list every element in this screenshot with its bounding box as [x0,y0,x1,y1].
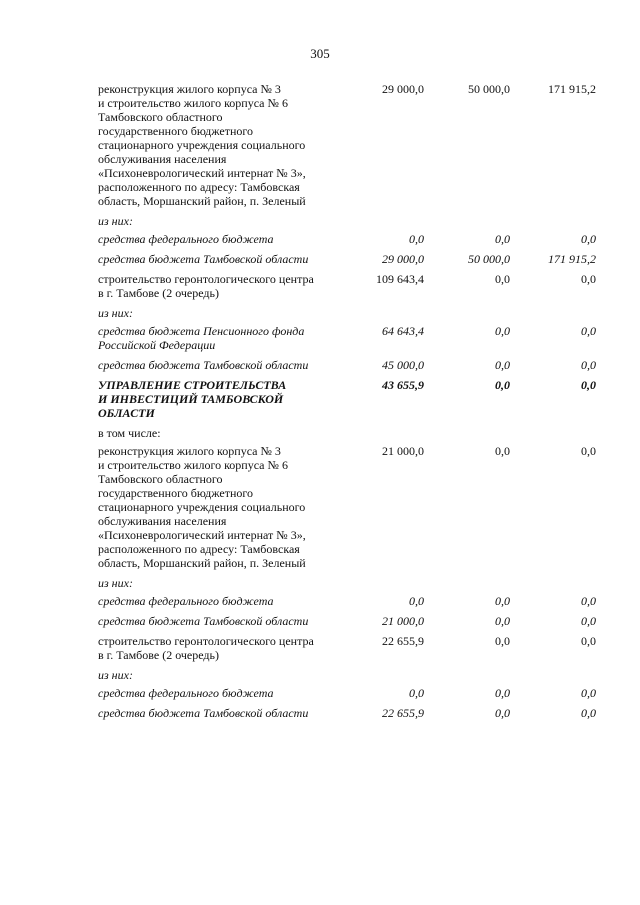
table-row [98,378,608,420]
row-value-3: 0,0 [581,706,596,720]
table-row [98,82,608,208]
row-value-3: 171 915,2 [548,82,596,96]
row-value-1: 22 655,9 [382,706,424,720]
table-row [98,232,608,246]
row-label: средства федерального бюджета [98,686,274,700]
row-value-2: 0,0 [495,378,510,392]
row-label: средства бюджета Пенсионного фонда Российской Федерации [98,324,305,352]
row-value-1: 0,0 [409,686,424,700]
row-value-2: 0,0 [495,232,510,246]
row-label: средства бюджета Тамбовской области [98,706,309,720]
table-row [98,614,608,628]
row-label: из них: [98,214,133,228]
table-row [98,324,608,352]
table-row [98,706,608,720]
row-value-3: 0,0 [581,444,596,458]
row-label: из них: [98,668,133,682]
row-value-1: 21 000,0 [382,444,424,458]
row-value-1: 0,0 [409,594,424,608]
row-value-1: 45 000,0 [382,358,424,372]
row-label: средства бюджета Тамбовской области [98,614,309,628]
row-value-3: 171 915,2 [548,252,596,266]
table-row [98,306,608,320]
row-value-3: 0,0 [581,614,596,628]
row-value-2: 0,0 [495,594,510,608]
row-label: средства бюджета Тамбовской области [98,252,309,266]
row-label: средства бюджета Тамбовской области [98,358,309,372]
row-value-1: 21 000,0 [382,614,424,628]
table-row [98,252,608,266]
row-value-3: 0,0 [581,634,596,648]
row-label: реконструкция жилого корпуса № 3 и строительство жилого корпуса № 6 Тамбовского областного государственного бюджетного стационарного учреждения социального обслуживания населения «Психоневрологический интернат № 3», расположенного по адресу: Тамбовская область, Моршанский район, п. Зеленый [98,444,306,570]
row-label: из них: [98,306,133,320]
row-value-1: 0,0 [409,232,424,246]
row-label: из них: [98,576,133,590]
table-row [98,594,608,608]
row-label: средства федерального бюджета [98,594,274,608]
row-value-3: 0,0 [581,594,596,608]
table-row [98,668,608,682]
row-value-3: 0,0 [581,686,596,700]
row-value-3: 0,0 [581,358,596,372]
row-value-2: 0,0 [495,272,510,286]
table-row [98,272,608,300]
table-row [98,576,608,590]
row-value-1: 29 000,0 [382,252,424,266]
row-label: реконструкция жилого корпуса № 3 и строительство жилого корпуса № 6 Тамбовского областного государственного бюджетного стационарного учреждения социального обслуживания населения «Психоневрологический интернат № 3», расположенного по адресу: Тамбовская область, Моршанский район, п. Зеленый [98,82,306,208]
row-value-2: 50 000,0 [468,252,510,266]
row-value-2: 0,0 [495,706,510,720]
row-value-2: 0,0 [495,324,510,338]
table-row [98,358,608,372]
row-value-2: 0,0 [495,686,510,700]
table-row [98,634,608,662]
table-row [98,444,608,570]
row-value-2: 0,0 [495,444,510,458]
row-value-1: 29 000,0 [382,82,424,96]
row-value-3: 0,0 [581,232,596,246]
row-value-1: 109 643,4 [376,272,424,286]
row-value-1: 22 655,9 [382,634,424,648]
budget-table [98,82,608,726]
row-value-3: 0,0 [581,378,596,392]
row-value-1: 64 643,4 [382,324,424,338]
table-row [98,426,608,440]
row-label: строительство геронтологического центра в г. Тамбове (2 очередь) [98,634,314,662]
row-value-1: 43 655,9 [382,378,424,392]
row-value-2: 0,0 [495,634,510,648]
row-value-3: 0,0 [581,324,596,338]
row-value-3: 0,0 [581,272,596,286]
row-value-2: 50 000,0 [468,82,510,96]
page-number: 305 [310,46,330,61]
row-label: строительство геронтологического центра в г. Тамбове (2 очередь) [98,272,314,300]
row-label: средства федерального бюджета [98,232,274,246]
table-row [98,214,608,228]
row-label: УПРАВЛЕНИЕ СТРОИТЕЛЬСТВА И ИНВЕСТИЦИЙ ТАМБОВСКОЙ ОБЛАСТИ [98,378,287,420]
row-value-2: 0,0 [495,614,510,628]
row-value-2: 0,0 [495,358,510,372]
row-label: в том числе: [98,426,161,440]
table-row [98,686,608,700]
